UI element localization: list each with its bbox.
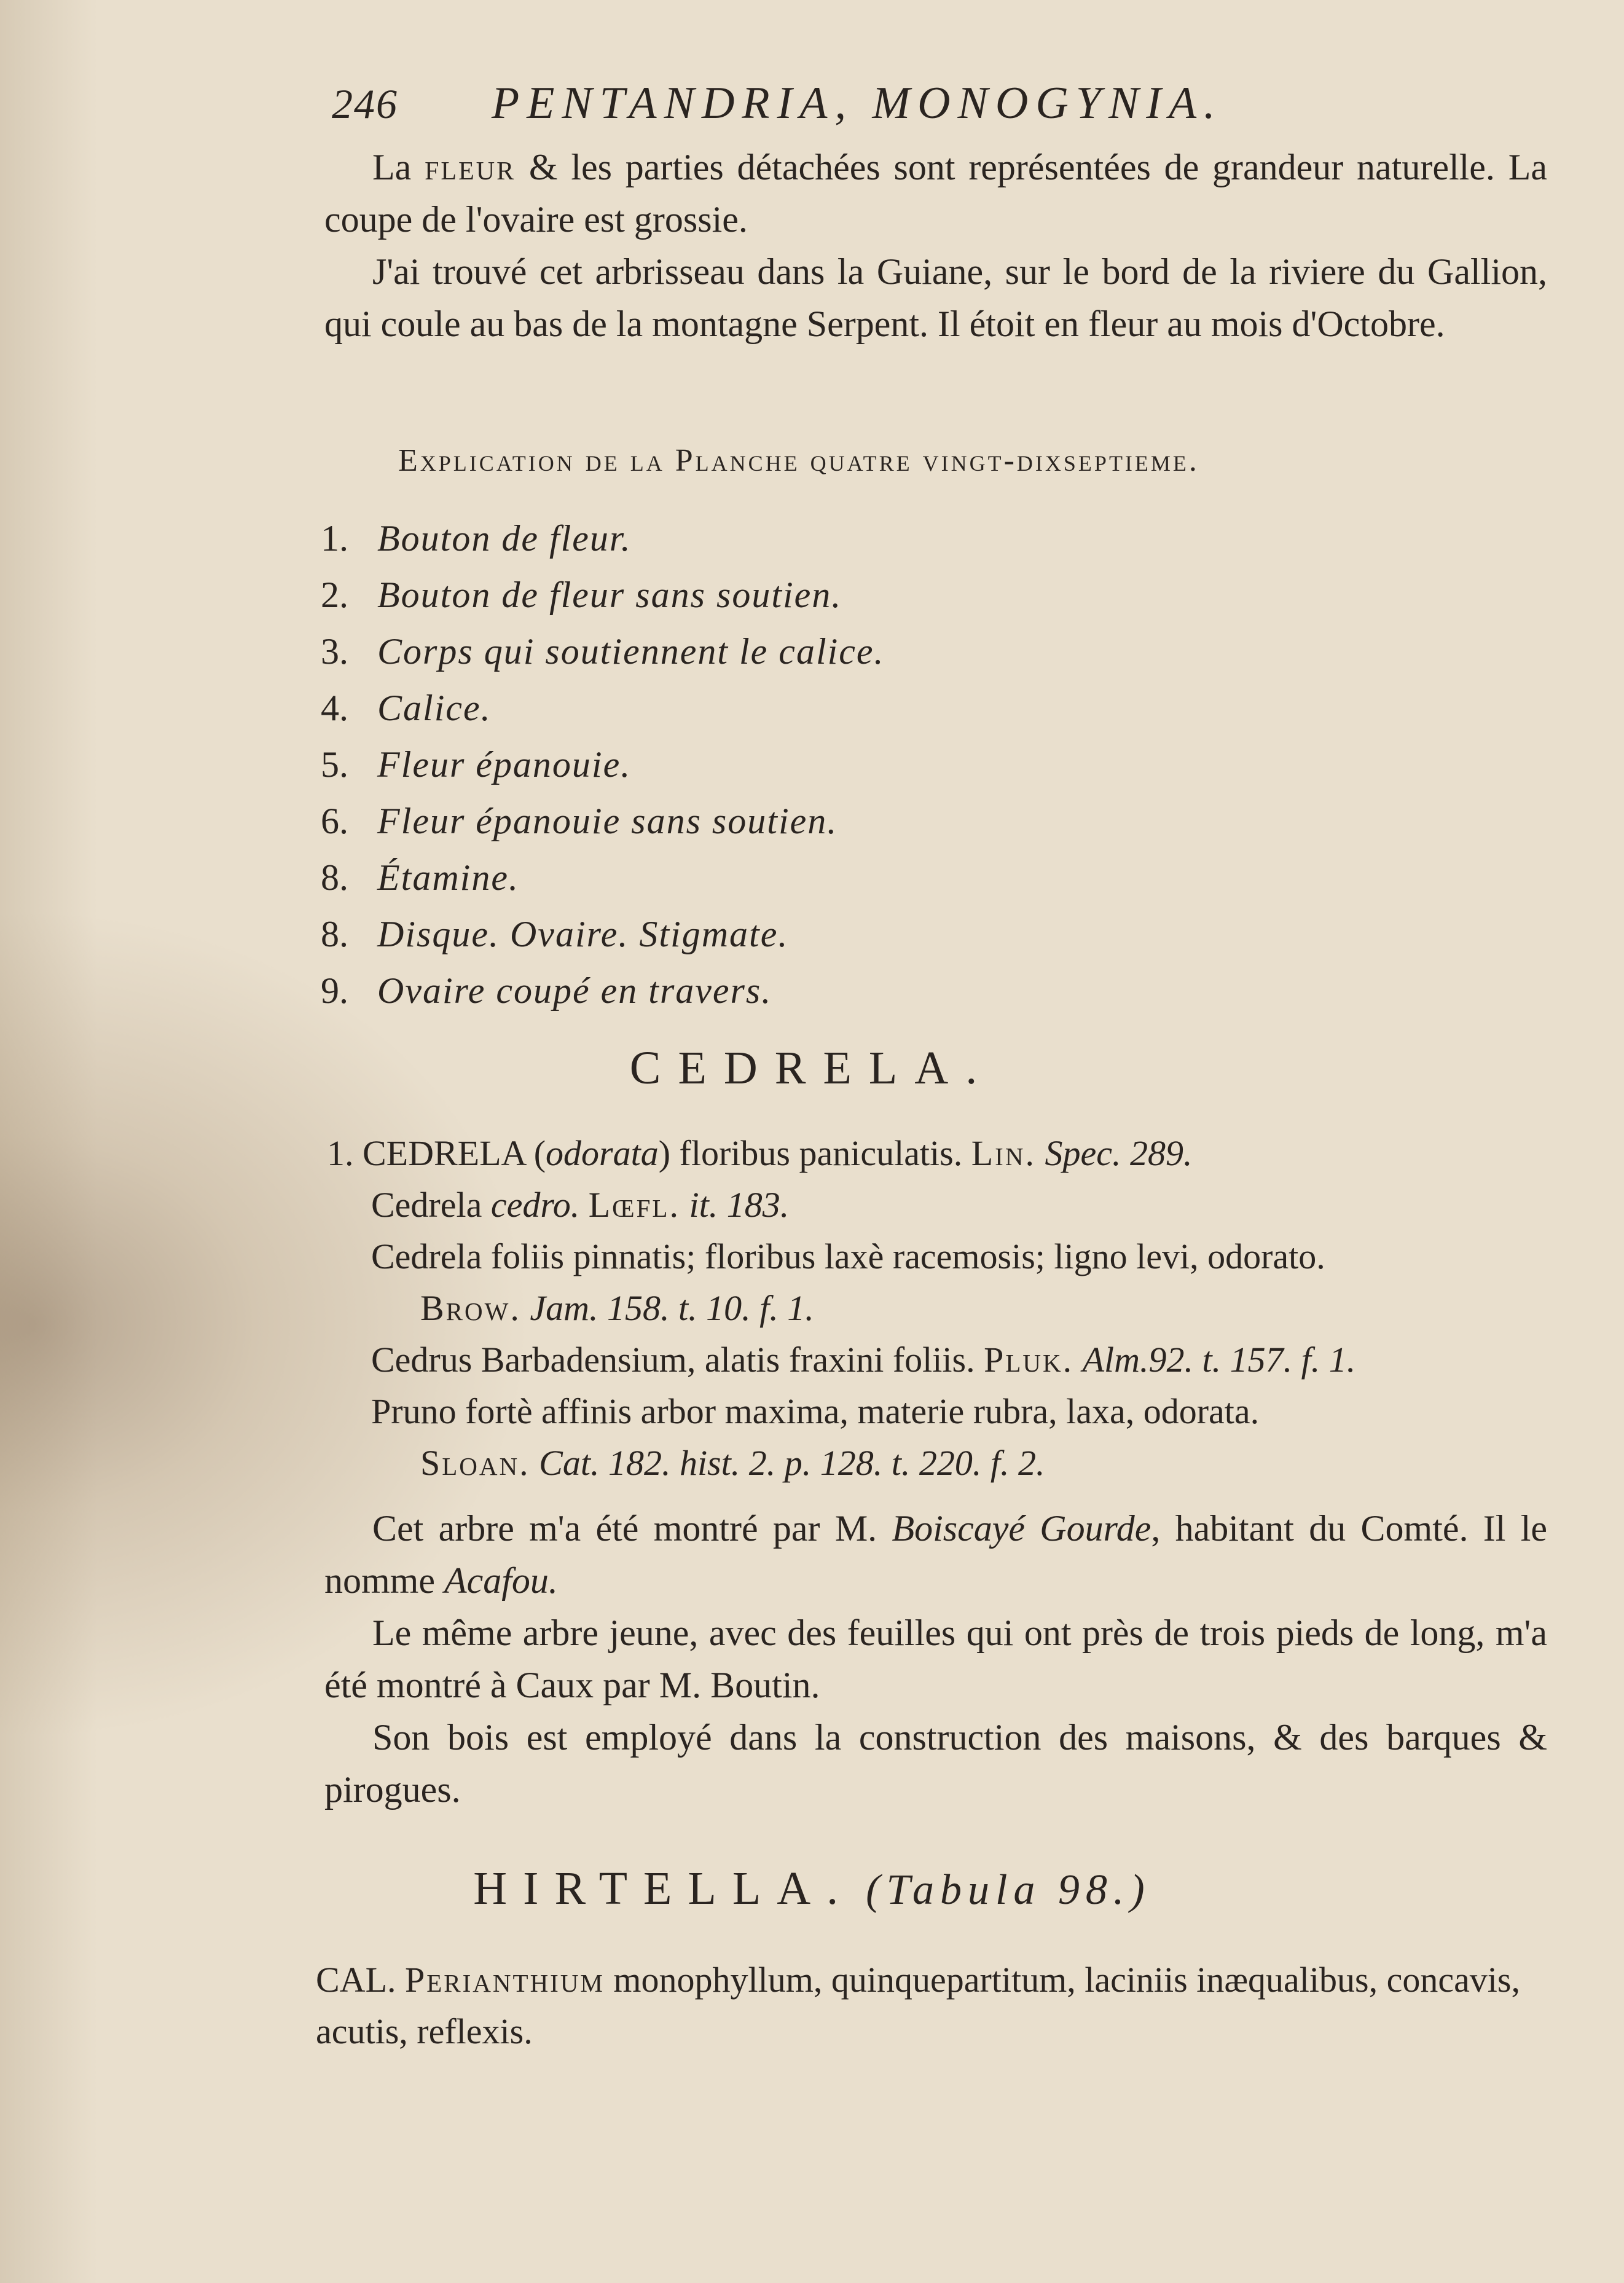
cedrela-text bbox=[324, 1503, 1547, 1816]
running-head: PENTANDRIA, MONOGYNIA. bbox=[492, 78, 1223, 128]
synonym-line: Brow. Jam. 158. t. 10. f. 1. bbox=[420, 1288, 814, 1328]
intro-paragraph-1: La fleur & les parties détachées sont représentées de grandeur naturelle. La coupe de l'ovaire est grossie. bbox=[324, 147, 1547, 240]
cedrela-paragraph-2: Le même arbre jeune, avec des feuilles qui ont près de trois pieds de long, m'a été montré à Caux par M. Boutin. bbox=[324, 1613, 1547, 1705]
intro-text bbox=[324, 141, 1547, 350]
intro-paragraph-2: J'ai trouvé cet arbrisseau dans la Guiane, sur le bord de la riviere du Gallion, qui coule au bas de la montagne Serpent. Il étoit en fleur au mois d'Octobre. bbox=[324, 251, 1547, 344]
synonym-line: Cedrela cedro. Lœfl. it. 183. bbox=[371, 1185, 790, 1225]
plate-item: 5. Fleur épanouie. bbox=[321, 744, 632, 785]
calyx-description: CAL. Perianthium monophyllum, quinquepartitum, laciniis inæqualibus, concavis, acutis, reflexis. bbox=[316, 1960, 1520, 2051]
plate-item: 3. Corps qui soutiennent le calice. bbox=[321, 631, 885, 672]
cedrela-paragraph-3: Son bois est employé dans la construction des maisons, & des barques & pirogues. bbox=[324, 1717, 1547, 1810]
synonym-line: Cedrus Barbadensium, alatis fraxini foliis. Pluk. Alm.92. t. 157. f. 1. bbox=[371, 1340, 1356, 1380]
synonym-line: Cedrela foliis pinnatis; floribus laxè racemosis; ligno levi, odorato. bbox=[371, 1236, 1325, 1276]
synonym-line: Sloan. Cat. 182. hist. 2. p. 128. t. 220. f. 2. bbox=[420, 1443, 1045, 1483]
plate-item: 2. Bouton de fleur sans soutien. bbox=[321, 575, 842, 615]
page-number: 246 bbox=[332, 81, 398, 127]
plate-explanation-title: Explication de la Planche quatre vingt-dixseptieme. bbox=[398, 443, 1199, 478]
plate-explanation-list bbox=[321, 510, 885, 1019]
plate-item: 1. Bouton de fleur. bbox=[321, 518, 632, 559]
species-entry bbox=[327, 1128, 1355, 1489]
genus-heading-cedrela: CEDRELA. bbox=[629, 1042, 995, 1094]
cedrela-paragraph-1: Cet arbre m'a été montré par M. Boiscayé Gourde, habitant du Comté. Il le nomme Acafou. bbox=[324, 1508, 1547, 1601]
plate-item: 6. Fleur épanouie sans soutien. bbox=[321, 801, 838, 841]
page-header bbox=[332, 80, 1499, 141]
plate-item: 8. Étamine. bbox=[321, 857, 519, 898]
synonym-line: Pruno fortè affinis arbor maxima, materie rubra, laxa, odorata. bbox=[371, 1391, 1260, 1431]
plate-item: 9. Ovaire coupé en travers. bbox=[321, 970, 772, 1011]
plate-item: 4. Calice. bbox=[321, 688, 492, 728]
plate-item: 8. Disque. Ovaire. Stigmate. bbox=[321, 914, 789, 954]
genus-heading-hirtella: HIRTELLA. (Tabula 98.) bbox=[473, 1863, 1151, 1914]
species-line: 1. CEDRELA (odorata) floribus paniculatis. Lin. Spec. 289. bbox=[327, 1133, 1193, 1173]
